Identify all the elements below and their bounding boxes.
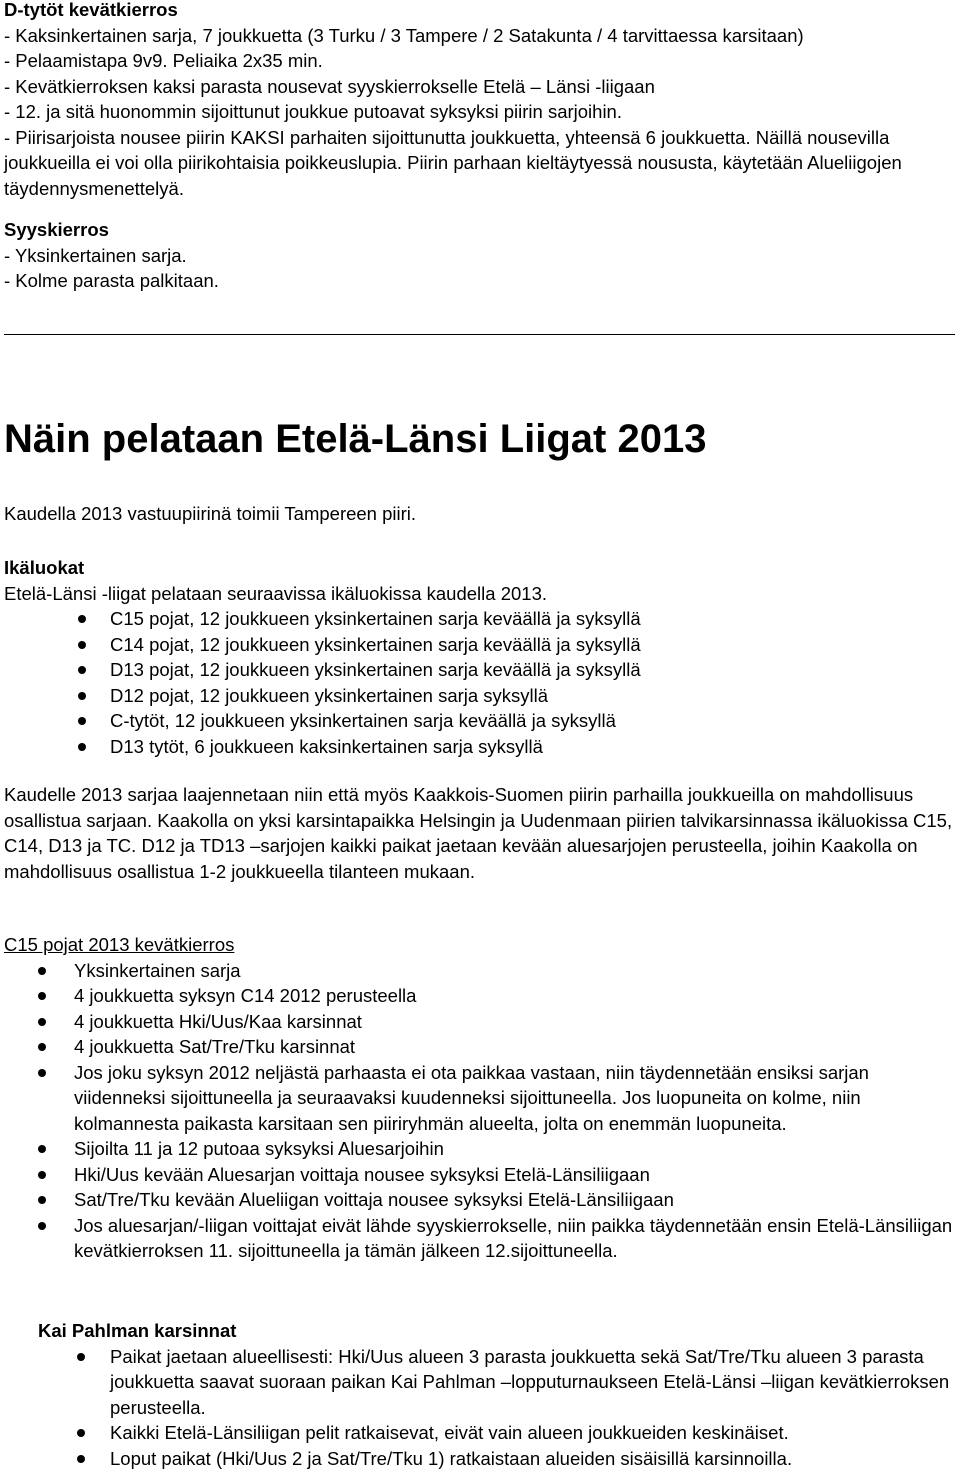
list-item: D12 pojat, 12 joukkueen yksinkertainen sarja syksyllä (4, 683, 956, 709)
list-item: Hki/Uus kevään Aluesarjan voittaja nousee syksyksi Etelä-Länsiliigaan (4, 1162, 960, 1188)
list-item: Jos aluesarjan/-liigan voittajat eivät lähde syyskierrokselle, niin paikka täydennetään ensin Etelä-Länsiliigan kevätkierroksen 11. sijoittuneella ja tämän jälkeen 12.sijoittuneella. (4, 1213, 960, 1264)
list-item: Kaikki Etelä-Länsiliigan pelit ratkaisevat, eivät vain alueen joukkueiden keskinäiset. (4, 1420, 960, 1446)
kai-pahlman-list (4, 1344, 960, 1472)
list-item: Jos joku syksyn 2012 neljästä parhaasta ei ota paikkaa vastaan, niin täydennetään ensiksi sarjan viidenneksi sijoittuneella ja seuraavaksi kuudenneksi sijoittuneella. Jos luopuneita on kolme, niin kolmannesta paikasta karsitaan sen piiriryhmän alueelta, jolta on enemmän luopuneita. (4, 1060, 960, 1137)
bullet-icon (78, 641, 86, 649)
bullet-icon (77, 1455, 85, 1463)
season-expansion-paragraph: Kaudelle 2013 sarjaa laajennetaan niin että myös Kaakkois-Suomen piirin parhailla joukkueilla on mahdollisuus osallistua sarjaan. Kaakolla on yksi karsintapaikka Helsingin ja Uudenmaan piirien talvikarsinnassa ikäluokissa C15, C14, D13 ja TC. D12 ja TD13 –sarjojen kaikki paikat jaetaan kevään aluesarjojen perusteella, joihin Kaakolla on mahdollisuus osallistua 1-2 joukkueella tilanteen mukaan. (4, 784, 953, 882)
horizontal-divider (4, 334, 955, 335)
list-item: C-tytöt, 12 joukkueen yksinkertainen sarja keväällä ja syksyllä (4, 708, 956, 734)
list-item: Sijoilta 11 ja 12 putoaa syksyksi Aluesarjoihin (4, 1136, 960, 1162)
kai-pahlman-section (4, 1318, 960, 1471)
bullet-icon (38, 1222, 46, 1230)
lead-paragraph: Etelä-Länsi -liigat pelataan seuraavissa ikäluokissa kaudella 2013. (4, 582, 547, 604)
bullet-icon (38, 1018, 46, 1026)
rule-line: - Pelaamistapa 9v9. Peliaika 2x35 min. (4, 50, 323, 71)
c15-rule-list (4, 958, 960, 1264)
section-title: Ikäluokat (4, 557, 85, 578)
list-item: 4 joukkuetta Sat/Tre/Tku karsinnat (4, 1034, 960, 1060)
bullet-icon (78, 666, 86, 674)
bullet-icon (38, 1145, 46, 1153)
list-item: 4 joukkuetta syksyn C14 2012 perusteella (4, 983, 960, 1009)
bullet-icon (78, 615, 86, 623)
list-item: Loput paikat (Hki/Uus 2 ja Sat/Tre/Tku 1) ratkaistaan alueiden sisäisillä karsinnoilla. (4, 1446, 960, 1472)
list-item: C15 pojat, 12 joukkueen yksinkertainen sarja keväällä ja syksyllä (4, 606, 956, 632)
section-title: C15 pojat 2013 kevätkierros (4, 934, 235, 955)
rule-line: - Piirisarjoista nousee piirin KAKSI parhaiten sijoittunutta joukkuetta, yhteensä 6 joukkuetta. Näillä nousevilla joukkueilla ei voi olla piirikohtaisia poikkeuslupia. Piirin parhaan kieltäytyessä noususta, käytetään Alueliigojen täydennysmenettelyä. (4, 126, 902, 199)
list-item: Yksinkertainen sarja (4, 958, 960, 984)
rule-line: - Kevätkierroksen kaksi parasta nousevat syyskierrokselle Etelä – Länsi -liigaan (4, 75, 655, 97)
bullet-icon (38, 992, 46, 1000)
rule-line: - Yksinkertainen sarja. (4, 244, 187, 266)
bullet-icon (78, 743, 86, 751)
bullet-icon (38, 1171, 46, 1179)
section-title: D-tytöt kevätkierros (4, 0, 178, 20)
bullet-icon (77, 1353, 85, 1361)
bullet-icon (38, 1069, 46, 1077)
section-title: Kai Pahlman karsinnat (38, 1320, 237, 1341)
list-item: D13 tytöt, 6 joukkueen kaksinkertainen sarja syksyllä (4, 734, 956, 760)
bullet-icon (38, 1196, 46, 1204)
intro-paragraph: Kaudella 2013 vastuupiirinä toimii Tampereen piiri. (4, 503, 417, 524)
bullet-icon (38, 1043, 46, 1051)
bullet-icon (78, 717, 86, 725)
d-girls-spring-section (4, 0, 956, 201)
bullet-icon (77, 1429, 85, 1437)
list-item: 4 joukkuetta Hki/Uus/Kaa karsinnat (4, 1009, 960, 1035)
list-item: Paikat jaetaan alueellisesti: Hki/Uus alueen 3 parasta joukkuetta sekä Sat/Tre/Tku alueen 3 parasta joukkuetta saavat suoraan paikan Kai Pahlman –lopputurnaukseen Etelä-Länsi –liigan kevätkierroksen perusteella. (4, 1344, 960, 1421)
age-groups-section (4, 555, 956, 759)
bullet-icon (38, 967, 46, 975)
autumn-round-section (4, 217, 956, 294)
age-group-list (4, 606, 956, 759)
rule-line: - Kaksinkertainen sarja, 7 joukkuetta (3 Turku / 3 Tampere / 2 Satakunta / 4 tarvittaessa karsitaan) (4, 24, 804, 46)
list-item: Sat/Tre/Tku kevään Alueliigan voittaja nousee syksyksi Etelä-Länsiliigaan (4, 1187, 960, 1213)
bullet-icon (78, 692, 86, 700)
c15-boys-section (4, 932, 960, 1264)
list-item: D13 pojat, 12 joukkueen yksinkertainen sarja keväällä ja syksyllä (4, 657, 956, 683)
section-title: Syyskierros (4, 219, 109, 240)
rule-line: - 12. ja sitä huonommin sijoittunut joukkue putoavat syksyksi piirin sarjoihin. (4, 101, 622, 122)
list-item: C14 pojat, 12 joukkueen yksinkertainen sarja keväällä ja syksyllä (4, 632, 956, 658)
page-heading: Näin pelataan Etelä-Länsi Liigat 2013 (4, 417, 707, 461)
rule-line: - Kolme parasta palkitaan. (4, 270, 219, 291)
